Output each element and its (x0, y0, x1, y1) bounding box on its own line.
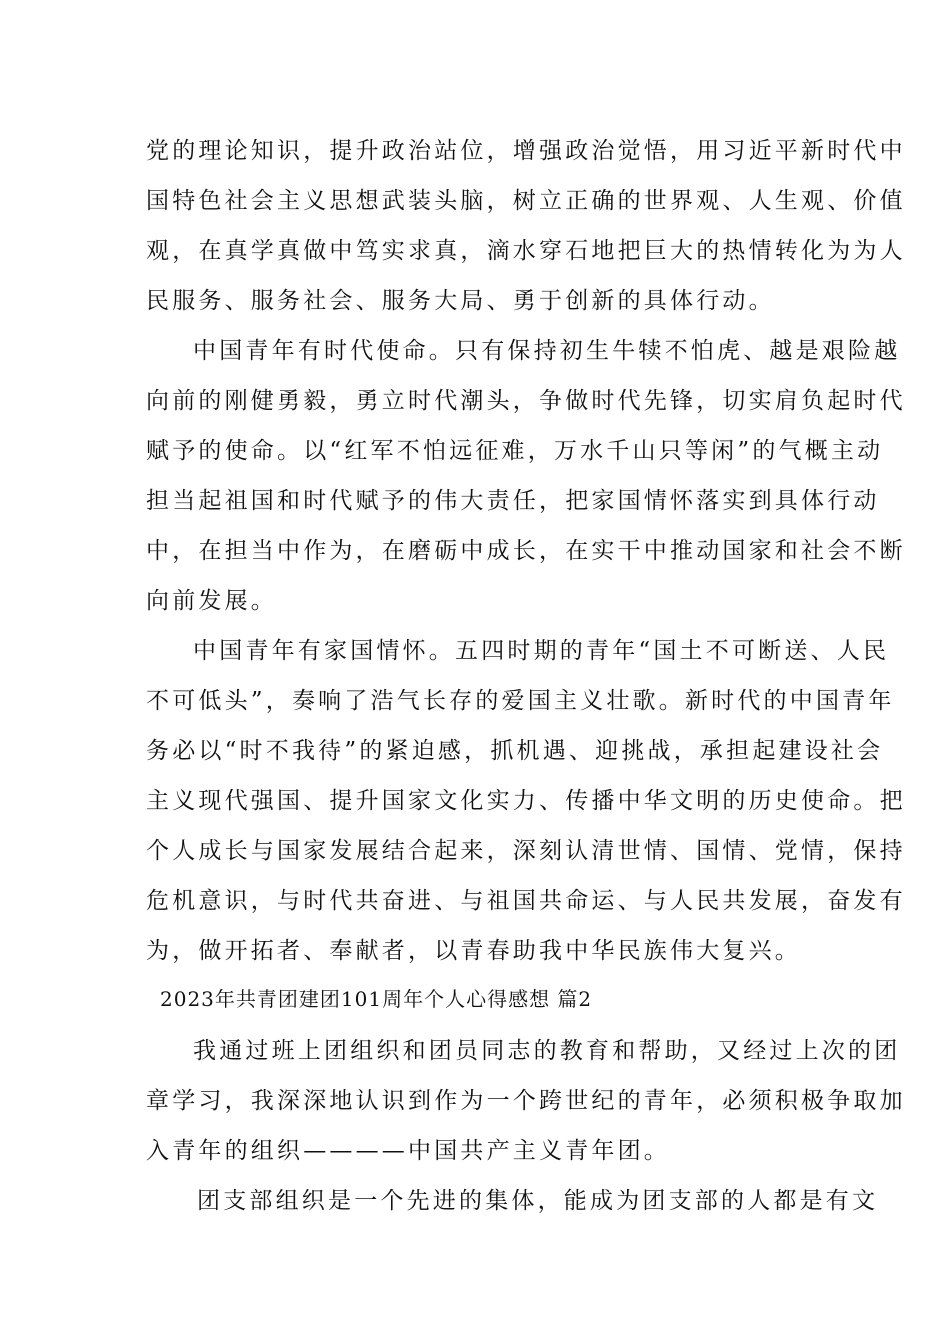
paragraph-line: 团支部组织是一个先进的集体，能成为团支部的人都是有文 (197, 1188, 879, 1214)
paragraph-line: 观，在真学真做中笃实求真，滴水穿石地把巨大的热情转化为为人 (146, 238, 906, 264)
paragraph-line: 个人成长与国家发展结合起来，深刻认清世情、国情、党情，保持 (146, 838, 906, 864)
paragraph-line: 入青年的组织————中国共产主义青年团。 (146, 1138, 670, 1164)
paragraph-line: 担当起祖国和时代赋予的伟大责任，把家国情怀落实到具体行动 (146, 488, 880, 514)
paragraph-line: 向前发展。 (146, 588, 277, 614)
paragraph-line: 向前的刚健勇毅，勇立时代潮头，争做时代先锋，切实肩负起时代 (146, 388, 906, 414)
paragraph-line: 我通过班上团组织和团员同志的教育和帮助，又经过上次的团 (193, 1038, 901, 1064)
section-heading: 2023年共青团建团101周年个人心得感想 篇2 (160, 987, 593, 1011)
paragraph-line: 国特色社会主义思想武装头脑，树立正确的世界观、人生观、价值 (146, 188, 906, 214)
paragraph-line: 中，在担当中作为，在磨砺中成长，在实干中推动国家和社会不断 (146, 538, 906, 564)
paragraph-line: 中国青年有时代使命。只有保持初生牛犊不怕虎、越是艰险越 (193, 338, 901, 364)
paragraph-line: 务必以“时不我待”的紧迫感，抓机遇、迎挑战，承担起建设社会 (146, 738, 884, 764)
paragraph-line: 为，做开拓者、奉献者，以青春助我中华民族伟大复兴。 (146, 938, 801, 964)
paragraph-line: 不可低头”，奏响了浩气长存的爱国主义壮歌。新时代的中国青年 (146, 688, 895, 714)
paragraph-line: 中国青年有家国情怀。五四时期的青年“国土不可断送、人民 (193, 638, 890, 664)
paragraph-line: 赋予的使命。以“红军不怕远征难，万水千山只等闲”的气概主动 (146, 438, 884, 464)
paragraph-line: 危机意识，与时代共奋进、与祖国共命运、与人民共发展，奋发有 (146, 888, 906, 914)
paragraph-line: 主义现代强国、提升国家文化实力、传播中华文明的历史使命。把 (146, 788, 906, 814)
paragraph-line: 民服务、服务社会、服务大局、勇于创新的具体行动。 (146, 288, 775, 314)
paragraph-line: 党的理论知识，提升政治站位，增强政治觉悟，用习近平新时代中 (146, 138, 906, 164)
paragraph-line: 章学习，我深深地认识到作为一个跨世纪的青年，必须积极争取加 (146, 1088, 906, 1114)
